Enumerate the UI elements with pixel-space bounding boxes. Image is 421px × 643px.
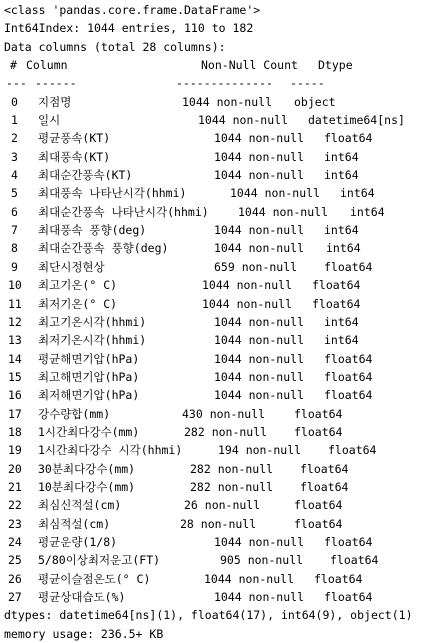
row-index: 24 (8, 534, 22, 549)
table-row (4, 350, 421, 368)
row-column-name: 평균해면기압(hPa) (38, 351, 140, 366)
row-non-null-count: 1044 non-null (214, 241, 305, 256)
row-column-name: 최저기온(° C) (38, 296, 118, 311)
table-header (4, 56, 421, 74)
table-row (4, 111, 421, 129)
row-column-name: 최고해면기압(hPa) (38, 369, 140, 384)
row-dtype: object (294, 94, 336, 109)
table-row (4, 515, 421, 533)
table-row (4, 496, 421, 514)
row-dtype: int64 (324, 168, 359, 183)
row-column-name: 최대순간풍속 나타난시각(hhmi) (38, 204, 209, 219)
row-non-null-count: 659 non-null (214, 259, 298, 274)
row-dtype: float64 (324, 351, 373, 366)
row-dtype: int64 (326, 241, 361, 256)
row-column-name: 평균이슬점온도(° C) (38, 571, 151, 586)
row-non-null-count: 282 non-null (190, 461, 274, 476)
row-non-null-count: 1044 non-null (198, 113, 289, 128)
table-row (4, 166, 421, 184)
row-index: 0 (11, 94, 18, 109)
memory-usage-line: memory usage: 236.5+ KB (4, 626, 164, 641)
row-index: 5 (11, 186, 18, 201)
table-row (4, 331, 421, 349)
row-non-null-count: 194 non-null (218, 443, 302, 458)
row-non-null-count: 1044 non-null (230, 186, 321, 201)
row-dtype: float64 (294, 498, 343, 513)
separator-count: -------------- (176, 76, 273, 91)
row-column-name: 최대순간풍속(KT) (38, 168, 133, 183)
row-dtype: float64 (324, 131, 373, 146)
table-row (4, 148, 421, 166)
table-row (4, 533, 421, 551)
row-dtype: datetime64[ns] (308, 113, 405, 128)
row-index: 11 (8, 296, 22, 311)
row-index: 27 (8, 590, 22, 604)
row-column-name: 최대풍속 풍향(deg) (38, 223, 147, 238)
table-row (4, 423, 421, 441)
row-index: 7 (11, 223, 18, 238)
row-non-null-count: 1044 non-null (214, 314, 305, 329)
row-non-null-count: 1044 non-null (214, 388, 305, 403)
header-dtype: Dtype (318, 58, 353, 73)
row-index: 1 (11, 113, 18, 128)
row-index: 22 (8, 498, 22, 513)
row-index: 12 (8, 314, 22, 329)
row-column-name: 최고기온시각(hhmi) (38, 314, 147, 329)
table-row (4, 93, 421, 111)
column-rows (4, 93, 421, 607)
row-column-name: 최단시정현상 (38, 259, 105, 274)
row-dtype: float64 (312, 278, 361, 293)
table-row (4, 570, 421, 588)
row-non-null-count: 1044 non-null (214, 223, 305, 238)
row-index: 26 (8, 571, 22, 586)
row-dtype: int64 (324, 333, 359, 348)
row-index: 8 (11, 241, 18, 256)
row-index: 23 (8, 516, 22, 531)
row-non-null-count: 1044 non-null (238, 204, 329, 219)
header-non-null-count: Non-Null Count (201, 58, 298, 73)
row-index: 2 (11, 131, 18, 146)
row-non-null-count: 1044 non-null (214, 534, 305, 549)
table-row (4, 184, 421, 202)
row-dtype: float64 (294, 406, 343, 421)
row-dtype: float64 (312, 296, 361, 311)
row-non-null-count: 1044 non-null (214, 333, 305, 348)
row-non-null-count: 1044 non-null (214, 369, 305, 384)
row-non-null-count: 1044 non-null (214, 590, 305, 604)
row-non-null-count: 1044 non-null (202, 278, 293, 293)
table-row (4, 588, 421, 606)
header-column: Column (26, 58, 68, 73)
row-column-name: 30분최다강수(mm) (38, 461, 136, 476)
row-non-null-count: 26 non-null (184, 498, 261, 513)
row-column-name: 최심신적설(cm) (38, 498, 122, 513)
table-header-separator (4, 74, 421, 92)
row-column-name: 최심적설(cm) (38, 516, 111, 531)
row-column-name: 최고기온(° C) (38, 278, 118, 293)
row-column-name: 5/80이상최저운고(FT) (38, 553, 161, 568)
table-row (4, 276, 421, 294)
row-dtype: float64 (324, 369, 373, 384)
row-column-name: 평균상대습도(%) (38, 590, 126, 604)
row-column-name: 강수량합(mm) (38, 406, 111, 421)
row-index: 18 (8, 424, 22, 439)
row-index: 15 (8, 369, 22, 384)
row-index: 6 (11, 204, 18, 219)
row-non-null-count: 905 non-null (220, 553, 304, 568)
row-column-name: 최저해면기압(hPa) (38, 388, 140, 403)
columns-summary-line: Data columns (total 28 columns): (4, 39, 226, 54)
row-index: 9 (11, 259, 18, 274)
row-dtype: float64 (330, 553, 379, 568)
row-column-name: 평균운량(1/8) (38, 534, 118, 549)
row-non-null-count: 282 non-null (184, 424, 268, 439)
row-non-null-count: 1044 non-null (214, 168, 305, 183)
table-row (4, 386, 421, 404)
row-dtype: float64 (300, 461, 349, 476)
row-column-name: 최대풍속 나타난시각(hhmi) (38, 186, 187, 201)
row-non-null-count: 1044 non-null (214, 351, 305, 366)
row-index: 21 (8, 479, 22, 494)
table-row (4, 203, 421, 221)
row-non-null-count: 282 non-null (190, 479, 274, 494)
row-column-name: 최저기온시각(hhmi) (38, 333, 147, 348)
row-dtype: int64 (350, 204, 385, 219)
table-row (4, 295, 421, 313)
row-dtype: float64 (324, 388, 373, 403)
row-dtype: int64 (324, 149, 359, 164)
row-column-name: 최대풍속(KT) (38, 149, 111, 164)
row-column-name: 1시간최다강수(mm) (38, 424, 140, 439)
row-index: 10 (8, 278, 22, 293)
row-column-name: 1시간최다강수 시각(hhmi) (38, 443, 183, 458)
row-column-name: 최대순간풍속 풍향(deg) (38, 241, 169, 256)
row-column-name: 지점명 (38, 94, 72, 109)
row-index: 17 (8, 406, 22, 421)
row-dtype: int64 (324, 223, 359, 238)
row-non-null-count: 1044 non-null (202, 296, 293, 311)
row-dtype: float64 (300, 479, 349, 494)
row-index: 20 (8, 461, 22, 476)
row-column-name: 평균풍속(KT) (38, 131, 111, 146)
row-index: 16 (8, 388, 22, 403)
row-index: 13 (8, 333, 22, 348)
table-row (4, 551, 421, 569)
row-dtype: float64 (294, 516, 343, 531)
class-line: <class 'pandas.core.frame.DataFrame'> (4, 3, 261, 17)
row-column-name: 10분최다강수(mm) (38, 479, 136, 494)
table-row (4, 441, 421, 459)
row-dtype: int64 (324, 314, 359, 329)
row-dtype: float64 (324, 534, 373, 549)
separator-index: --- (6, 76, 27, 91)
row-index: 25 (8, 553, 22, 568)
row-non-null-count: 1044 non-null (214, 131, 305, 146)
row-index: 14 (8, 351, 22, 366)
table-row (4, 460, 421, 478)
dtypes-line: dtypes: datetime64[ns](1), float64(17), int64(9), object(1) (4, 608, 413, 623)
header-index: # (10, 58, 17, 73)
table-row (4, 313, 421, 331)
table-row (4, 239, 421, 257)
table-row (4, 405, 421, 423)
row-dtype: float64 (324, 590, 373, 604)
row-non-null-count: 1044 non-null (214, 149, 305, 164)
row-index: 19 (8, 443, 22, 458)
row-dtype: float64 (324, 259, 373, 274)
row-dtype: float64 (328, 443, 377, 458)
table-row (4, 129, 421, 147)
row-dtype: int64 (340, 186, 375, 201)
separator-column: ------ (35, 76, 77, 91)
row-index: 3 (11, 149, 18, 164)
row-dtype: float64 (294, 424, 343, 439)
separator-dtype: ----- (290, 76, 325, 91)
table-row (4, 368, 421, 386)
table-row (4, 221, 421, 239)
row-dtype: float64 (314, 571, 363, 586)
row-non-null-count: 1044 non-null (204, 571, 295, 586)
row-non-null-count: 430 non-null (182, 406, 266, 421)
index-line: Int64Index: 1044 entries, 110 to 182 (4, 21, 254, 36)
table-row (4, 478, 421, 496)
row-non-null-count: 1044 non-null (182, 94, 273, 109)
row-column-name: 일시 (38, 113, 61, 128)
row-index: 4 (11, 168, 18, 183)
table-row (4, 258, 421, 276)
row-non-null-count: 28 non-null (180, 516, 257, 531)
